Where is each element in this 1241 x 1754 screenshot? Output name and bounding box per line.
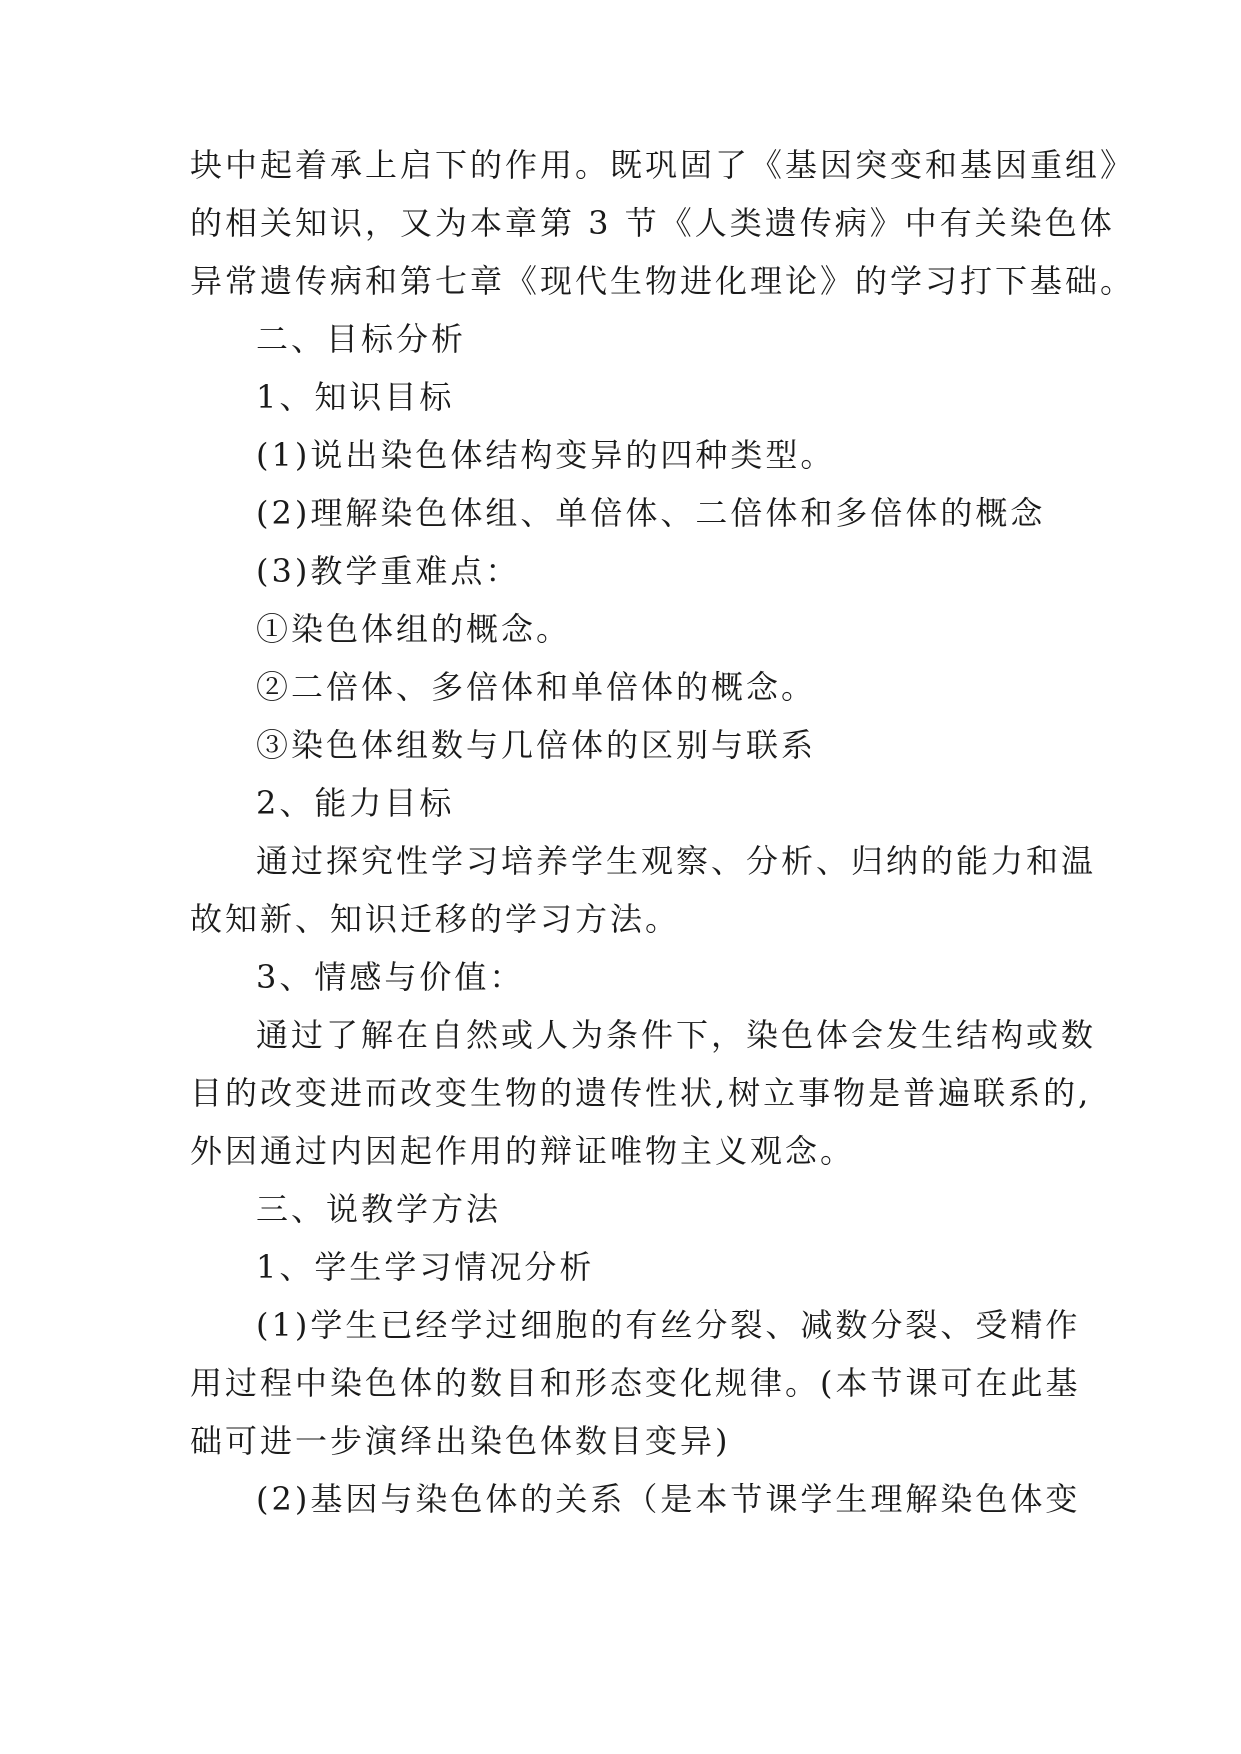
subsection-heading: 2、能力目标 (256, 784, 455, 822)
section-heading: 三、说教学方法 (256, 1190, 502, 1228)
subsection-heading: 1、学生学习情况分析 (256, 1248, 595, 1286)
paragraph-line: 的相关知识，又为本章第 3 节《人类遗传病》中有关染色体 (190, 204, 1115, 242)
paragraph-line: 异常遗传病和第七章《现代生物进化理论》的学习打下基础。 (190, 262, 1136, 300)
list-item: (3)教学重难点： (256, 552, 521, 590)
paragraph-line: 通过了解在自然或人为条件下，染色体会发生结构或数 (256, 1016, 1097, 1054)
list-item: ②二倍体、多倍体和单倍体的概念。 (256, 668, 817, 706)
paragraph-line: 故知新、知识迁移的学习方法。 (190, 900, 681, 938)
list-item: (1)说出染色体结构变异的四种类型。 (256, 436, 836, 474)
paragraph-line: 通过探究性学习培养学生观察、分析、归纳的能力和温 (256, 842, 1097, 880)
list-item: ③染色体组数与几倍体的区别与联系 (256, 726, 817, 764)
paragraph-line: 用过程中染色体的数目和形态变化规律。(本节课可在此基 (190, 1364, 1081, 1402)
subsection-heading: 1、知识目标 (256, 378, 455, 416)
subsection-heading: 3、情感与价值： (256, 958, 525, 996)
paragraph-line: 础可进一步演绎出染色体数目变异) (190, 1422, 731, 1460)
paragraph-line: 块中起着承上启下的作用。既巩固了《基因突变和基因重组》 (190, 146, 1136, 184)
list-item: (2)理解染色体组、单倍体、二倍体和多倍体的概念 (256, 494, 1046, 532)
section-heading: 二、目标分析 (256, 320, 467, 358)
paragraph-line: (1)学生已经学过细胞的有丝分裂、减数分裂、受精作 (256, 1306, 1081, 1344)
paragraph-line: (2)基因与染色体的关系（是本节课学生理解染色体变 (256, 1480, 1081, 1518)
list-item: ①染色体组的概念。 (256, 610, 572, 648)
paragraph-line: 目的改变进而改变生物的遗传性状,树立事物是普遍联系的, (190, 1074, 1092, 1112)
paragraph-line: 外因通过内因起作用的辩证唯物主义观念。 (190, 1132, 856, 1170)
